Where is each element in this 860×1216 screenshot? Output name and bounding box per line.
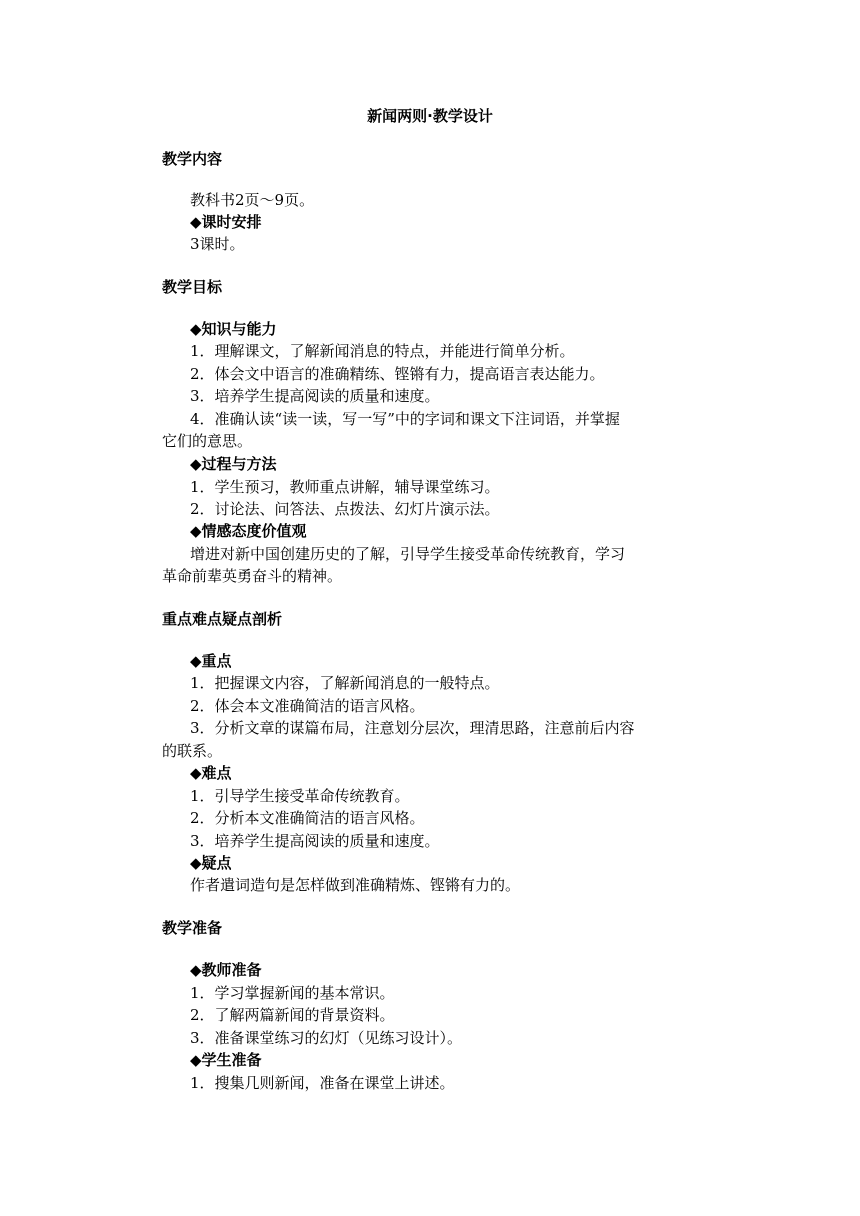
subheading-process: ◆过程与方法 bbox=[190, 455, 277, 473]
list-item: 3．培养学生提高阅读的质量和速度。 bbox=[190, 832, 440, 850]
list-item: 1．学生预习，教师重点讲解，辅导课堂练习。 bbox=[190, 478, 500, 496]
list-item: 3．培养学生提高阅读的质量和速度。 bbox=[190, 387, 440, 405]
list-item: 3．准备课堂练习的幻灯（见练习设计）。 bbox=[190, 1029, 463, 1047]
list-item-continuation: 它们的意思。 bbox=[162, 432, 253, 450]
paragraph: 3课时。 bbox=[190, 235, 245, 253]
section-heading-key-points: 重点难点疑点剖析 bbox=[162, 610, 283, 628]
paragraph: 教科书2页～9页。 bbox=[190, 191, 315, 209]
list-item: 1．引导学生接受革命传统教育。 bbox=[190, 787, 410, 805]
list-item: 4．准确认读“读一读，写一写”中的字词和课文下注词语，并掌握 bbox=[190, 410, 620, 428]
subheading-doubt: ◆疑点 bbox=[190, 854, 232, 872]
section-heading-objectives: 教学目标 bbox=[162, 278, 223, 296]
list-item-continuation: 的联系。 bbox=[162, 742, 223, 760]
list-item: 2．讨论法、问答法、点拨法、幻灯片演示法。 bbox=[190, 500, 500, 518]
subheading-student: ◆学生准备 bbox=[190, 1051, 262, 1069]
paragraph: 增进对新中国创建历史的了解，引导学生接受革命传统教育，学习 bbox=[190, 545, 626, 563]
list-item: 2．分析本文准确简洁的语言风格。 bbox=[190, 809, 425, 827]
list-item: 1．搜集几则新闻，准备在课堂上讲述。 bbox=[190, 1074, 455, 1092]
list-item: 2．体会本文准确简洁的语言风格。 bbox=[190, 697, 425, 715]
subheading-difficult: ◆难点 bbox=[190, 764, 232, 782]
subheading-teacher: ◆教师准备 bbox=[190, 961, 262, 979]
subheading-key: ◆重点 bbox=[190, 652, 232, 670]
paragraph: 作者遣词造句是怎样做到准确精炼、铿锵有力的。 bbox=[190, 876, 521, 894]
list-item: 1．把握课文内容，了解新闻消息的一般特点。 bbox=[190, 674, 500, 692]
list-item: 1．理解课文，了解新闻消息的特点，并能进行简单分析。 bbox=[190, 342, 575, 360]
subheading-knowledge: ◆知识与能力 bbox=[190, 320, 277, 338]
list-item: 2．了解两篇新闻的背景资料。 bbox=[190, 1006, 395, 1024]
list-item: 3．分析文章的谋篇布局，注意划分层次，理清思路，注意前后内容 bbox=[190, 719, 635, 737]
list-item: 1．学习掌握新闻的基本常识。 bbox=[190, 984, 395, 1002]
paragraph-continuation: 革命前辈英勇奋斗的精神。 bbox=[162, 567, 343, 585]
section-heading-content: 教学内容 bbox=[162, 150, 223, 168]
page-title: 新闻两则·教学设计 bbox=[367, 107, 493, 125]
section-heading-preparation: 教学准备 bbox=[162, 919, 223, 937]
list-item: 2．体会文中语言的准确精练、铿锵有力，提高语言表达能力。 bbox=[190, 365, 605, 383]
subheading-schedule: ◆课时安排 bbox=[190, 213, 262, 231]
subheading-values: ◆情感态度价值观 bbox=[190, 522, 307, 540]
